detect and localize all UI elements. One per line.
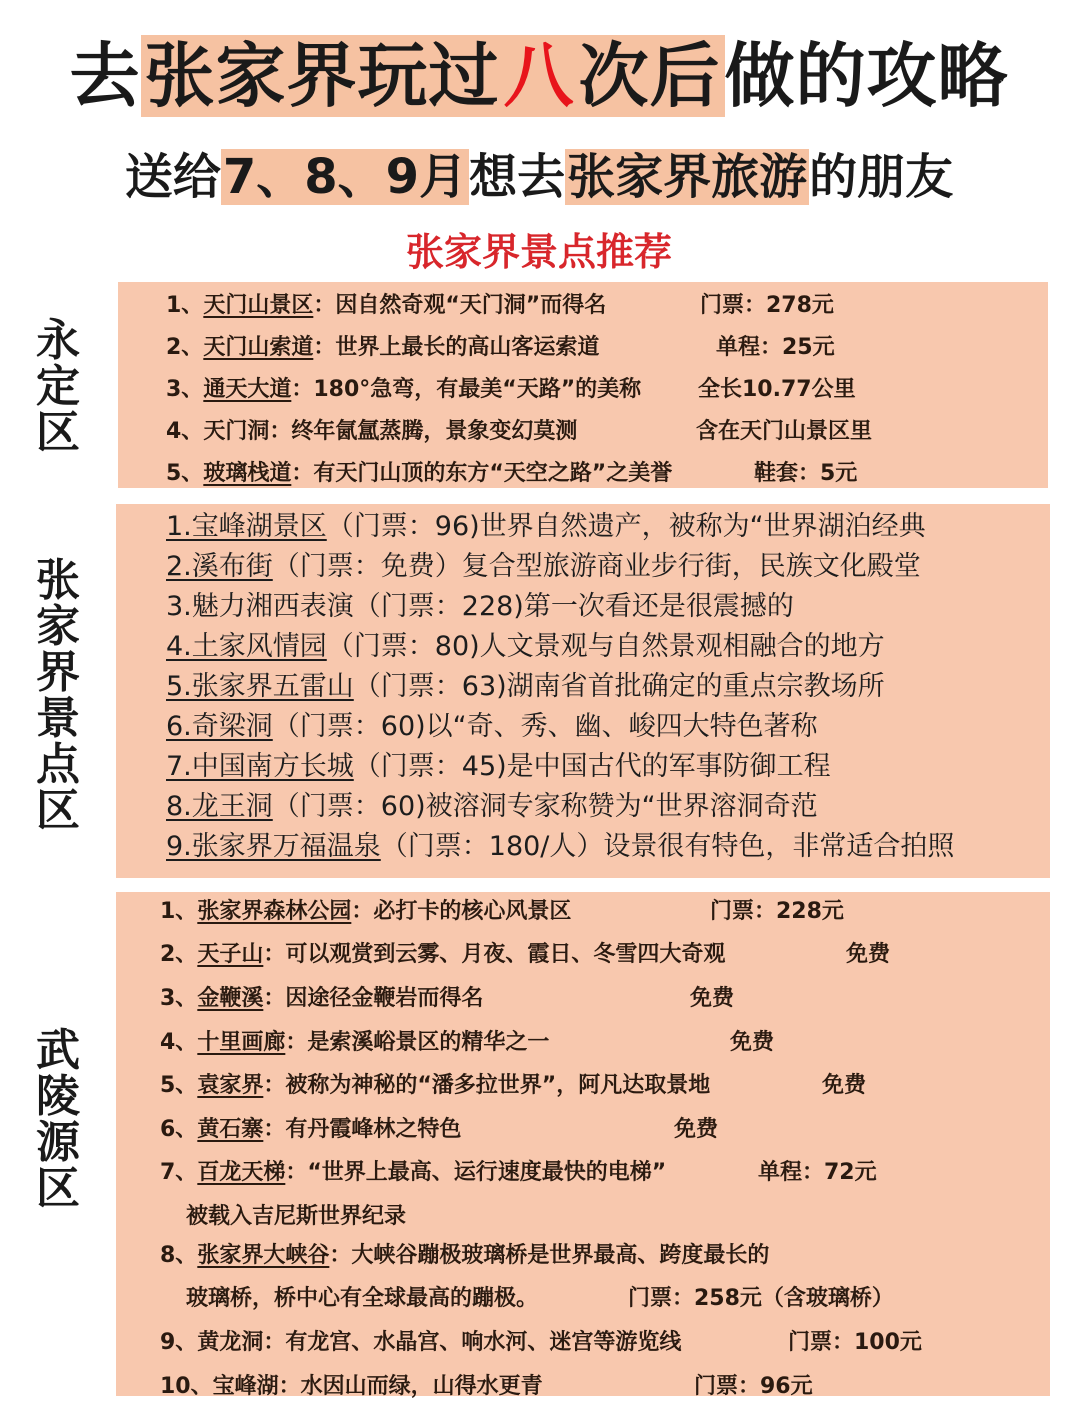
section-heading: 张家界景点推荐 — [405, 230, 672, 274]
district-label-scenic — [28, 555, 88, 836]
item-name: 7.中国南方长城 — [166, 751, 354, 782]
item-desc: ：有丹霞峰林之特色 — [263, 1117, 462, 1142]
item-number: 3、 — [166, 377, 204, 402]
item-name: 宝峰湖 — [212, 1374, 279, 1399]
district-char: 家 — [36, 601, 80, 652]
list-item — [166, 544, 921, 583]
item-desc: ：因途径金鞭岩而得名 — [263, 986, 484, 1011]
item-price: 含在天门山景区里 — [696, 419, 873, 444]
item-number: 4、 — [166, 419, 204, 444]
item-desc: ：可以观赏到云雾、月夜、霞日、冬雪四大奇观 — [263, 942, 726, 967]
item-price: 免费 — [690, 986, 735, 1011]
item-price: 免费 — [674, 1117, 719, 1142]
title-highlight: 张家界玩过 — [141, 35, 504, 117]
item-desc: ：180°急弯，有最美“天路”的美称 — [291, 377, 642, 402]
item-price: 免费 — [846, 942, 891, 967]
list-item — [160, 981, 483, 1012]
item-price: 门票：278元 — [700, 293, 834, 318]
item-name: 4.土家风情园 — [166, 631, 327, 662]
list-item — [160, 1369, 543, 1400]
item-desc: （门票：60)被溶洞专家称赞为“世界溶洞奇范 — [272, 791, 818, 822]
list-item — [166, 288, 606, 319]
list-item — [160, 1068, 710, 1099]
list-item — [160, 1112, 461, 1143]
title-highlight: 次后 — [575, 35, 725, 117]
list-item — [160, 1238, 769, 1269]
item-desc: ：必打卡的核心风景区 — [351, 899, 572, 924]
item-name: 天门山景区 — [203, 293, 314, 318]
district-label-wulingyuan — [28, 1025, 88, 1214]
district-char: 区 — [36, 1163, 80, 1214]
item-name: 黄龙洞 — [197, 1330, 264, 1355]
title-part: 去 — [69, 35, 141, 117]
subtitle-part: 的朋友 — [809, 149, 954, 205]
item-price: 全长10.77公里 — [698, 377, 856, 402]
item-number: 5、 — [160, 1073, 198, 1098]
item-name: 天子山 — [197, 942, 264, 967]
item-desc: ：终年氤氲蒸腾，景象变幻莫测 — [269, 419, 578, 444]
list-item — [166, 744, 831, 783]
item-name: 张家界森林公园 — [197, 899, 352, 924]
item-number: 2、 — [160, 942, 198, 967]
item-number: 3、 — [160, 986, 198, 1011]
item-name: 8.龙王洞 — [166, 791, 273, 822]
item-price: 免费 — [822, 1073, 867, 1098]
district-char: 景 — [36, 693, 80, 744]
item-name: 玻璃栈道 — [203, 461, 292, 486]
item-price: 免费 — [730, 1030, 775, 1055]
item-number: 6、 — [160, 1117, 198, 1142]
item-price: 门票：228元 — [710, 899, 844, 924]
item-price: 单程：25元 — [716, 335, 835, 360]
item-desc: ：有天门山顶的东方“天空之路”之美誉 — [291, 461, 673, 486]
item-price: 鞋套：5元 — [754, 461, 858, 486]
item-number: 2、 — [166, 335, 204, 360]
list-item — [166, 414, 577, 445]
district-char: 定 — [36, 361, 80, 412]
list-item — [166, 372, 641, 403]
item-desc: （门票：228)第一次看还是很震撼的 — [353, 591, 794, 622]
page-subtitle — [0, 142, 1078, 212]
list-item-continuation: 被载入吉尼斯世界纪录 — [186, 1204, 407, 1229]
subtitle-highlight: 张家界旅游 — [567, 149, 808, 205]
item-desc: （门票：80)人文景观与自然景观相融合的地方 — [326, 631, 885, 662]
item-name: 9.张家界万福温泉 — [166, 831, 381, 862]
item-desc: ：水因山而绿，山得水更青 — [278, 1374, 543, 1399]
item-desc: ：世界上最长的高山客运索道 — [313, 335, 600, 360]
item-desc: （门票：免费）复合型旅游商业步行街，民族文化殿堂 — [272, 551, 921, 582]
item-price: 门票：100元 — [788, 1330, 922, 1355]
list-item — [166, 704, 818, 743]
item-number: 5、 — [166, 461, 204, 486]
item-desc: （门票：63)湖南省首批确定的重点宗教场所 — [353, 671, 885, 702]
item-name: 5.张家界五雷山 — [166, 671, 354, 702]
district-char: 永 — [36, 315, 80, 366]
item-price: 单程：72元 — [758, 1160, 877, 1185]
item-desc: （门票：45)是中国古代的军事防御工程 — [353, 751, 831, 782]
item-desc: ：是索溪峪景区的精华之一 — [285, 1030, 550, 1055]
item-number: 4、 — [160, 1030, 198, 1055]
item-name: 1.宝峰湖景区 — [166, 511, 327, 542]
list-item — [166, 824, 954, 863]
item-desc: ：因自然奇观“天门洞”而得名 — [313, 293, 607, 318]
district-char: 源 — [36, 1117, 80, 1168]
item-desc: （门票：96)世界自然遗产，被称为“世界湖泊经典 — [326, 511, 926, 542]
district-char: 武 — [36, 1025, 80, 1076]
item-number: 8、 — [160, 1243, 198, 1268]
item-number: 9、 — [160, 1330, 198, 1355]
list-item — [160, 1325, 681, 1356]
district-label-yongding — [28, 315, 88, 458]
district-char: 区 — [36, 785, 80, 836]
item-desc: ：被称为神秘的“潘多拉世界”，阿凡达取景地 — [263, 1073, 711, 1098]
list-item — [166, 456, 672, 487]
item-number: 7、 — [160, 1160, 198, 1185]
list-item — [160, 1155, 666, 1186]
subtitle-part: 想去 — [469, 149, 566, 205]
item-name: 黄石寨 — [197, 1117, 264, 1142]
list-item — [160, 937, 725, 968]
item-desc: ：有龙宫、水晶宫、响水河、迷宫等游览线 — [263, 1330, 682, 1355]
list-item — [166, 504, 926, 543]
list-item — [166, 584, 794, 623]
item-name: 张家界大峡谷 — [197, 1243, 330, 1268]
list-item — [166, 624, 885, 663]
subtitle-part: 送给 — [124, 149, 221, 205]
district-char: 张 — [36, 555, 80, 606]
title-red-number: 八 — [503, 35, 575, 117]
title-part: 做的攻略 — [724, 35, 1009, 117]
item-name: 2.溪布街 — [166, 551, 273, 582]
item-desc: （门票：180/人）设景很有特色，非常适合拍照 — [380, 831, 955, 862]
list-item — [166, 784, 818, 823]
item-number: 1、 — [166, 293, 204, 318]
district-char: 界 — [36, 647, 80, 698]
item-desc: （门票：60)以“奇、秀、幽、峻四大特色著称 — [272, 711, 818, 742]
district-char: 区 — [36, 407, 80, 458]
list-item — [160, 894, 571, 925]
item-number: 10、 — [160, 1374, 213, 1399]
item-desc: ：大峡谷蹦极玻璃桥是世界最高、跨度最长的 — [329, 1243, 770, 1268]
item-name: 通天大道 — [203, 377, 292, 402]
list-item — [160, 1025, 549, 1056]
item-name: 3.魅力湘西表演 — [166, 591, 354, 622]
item-desc: ：“世界上最高、运行速度最快的电梯” — [285, 1160, 667, 1185]
item-price: 门票：258元（含玻璃桥） — [628, 1286, 894, 1311]
item-name: 百龙天梯 — [197, 1160, 286, 1185]
item-name: 金鞭溪 — [197, 986, 264, 1011]
list-item — [166, 330, 599, 361]
item-name: 十里画廊 — [197, 1030, 286, 1055]
item-name: 袁家界 — [197, 1073, 264, 1098]
item-name: 6.奇梁洞 — [166, 711, 273, 742]
item-number: 1、 — [160, 899, 198, 924]
list-item — [166, 664, 885, 703]
district-char: 陵 — [36, 1071, 80, 1122]
page-title — [0, 28, 1078, 124]
item-name: 天门洞 — [203, 419, 270, 444]
district-char: 点 — [36, 739, 80, 790]
item-price: 门票：96元 — [694, 1374, 813, 1399]
list-item-continuation: 玻璃桥，桥中心有全球最高的蹦极。 — [186, 1286, 539, 1311]
subtitle-highlight: 7、8、9月 — [222, 149, 468, 205]
item-name: 天门山索道 — [203, 335, 314, 360]
